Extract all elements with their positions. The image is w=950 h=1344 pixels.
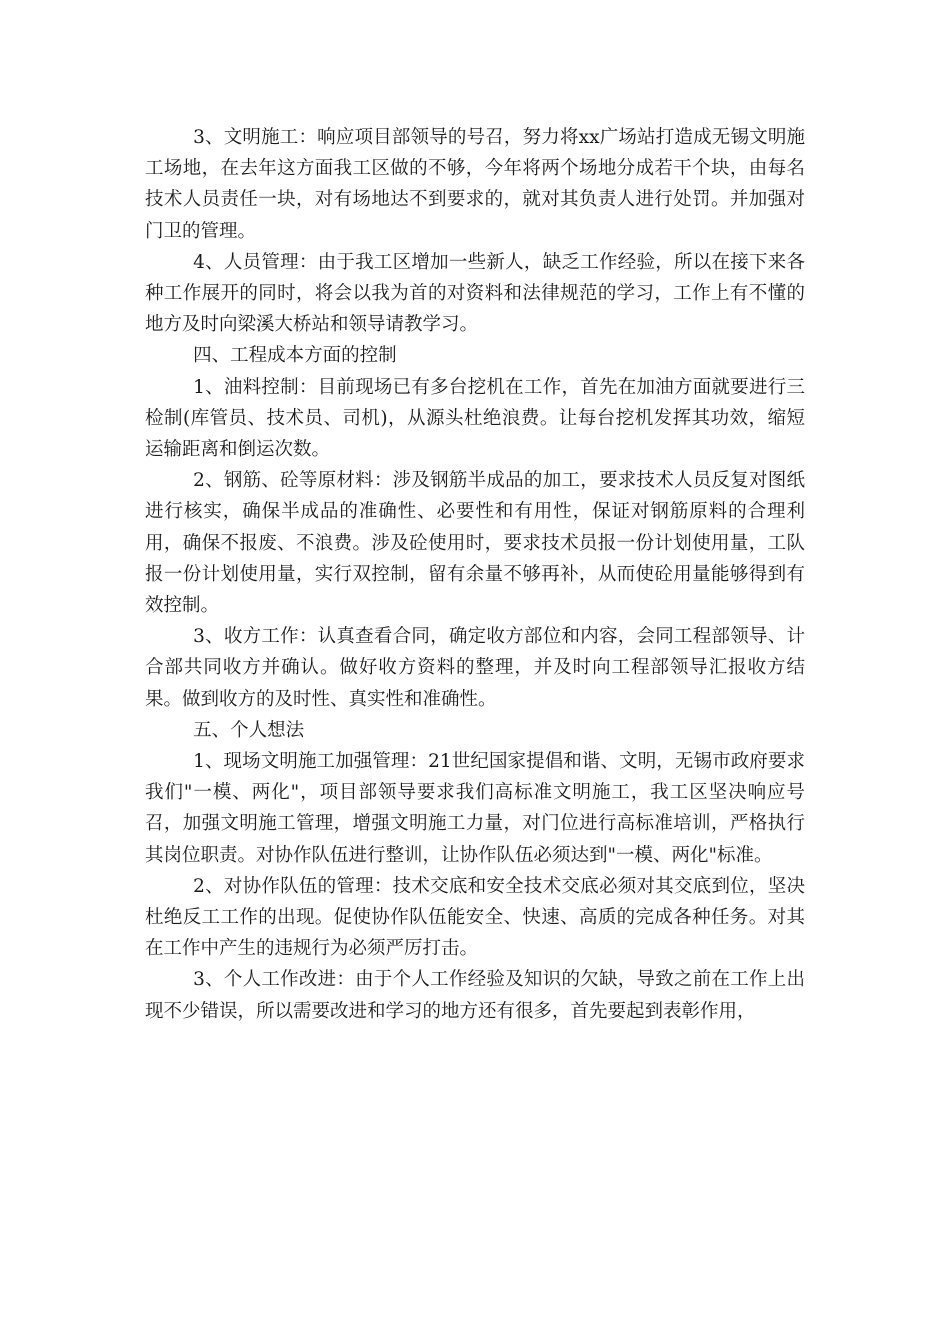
section-heading-personal-thoughts: 五、个人想法 (193, 719, 305, 741)
paragraph-quantity-survey: 3、收方工作：认真查看合同，确定收方部位和内容，会同工程部领导、计合部共同收方并确认。做好收方资料的整理，并及时向工程部领导汇报收方结果。做到收方的及时性、真实性和准确性。 (145, 626, 805, 710)
paragraph-raw-materials: 2、钢筋、砼等原材料：涉及钢筋半成品的加工，要求技术人员反复对图纸进行核实，确保半成品的准确性、必要性和有用性，保证对钢筋原料的合理利用，确保不报废、不浪费。涉及砼使用时，要求技术员报一份计划使用量，工队报一份计划使用量，实行双控制，留有余量不够再补，从而使砼用量能够得到有效控制。 (145, 470, 805, 617)
document-page (145, 122, 805, 1027)
paragraph-civilized-construction: 3、文明施工：响应项目部领导的号召，努力将xx广场站打造成无锡文明施工场地，在去年这方面我工区做的不够，今年将两个场地分成若干个块，由每名技术人员责任一块，对有场地达不到要求的，就对其负责人进行处罚。并加强对门卫的管理。 (145, 127, 805, 242)
section-heading-cost-control: 四、工程成本方面的控制 (193, 345, 397, 367)
paragraph-personal-improvement: 3、个人工作改进：由于个人工作经验及知识的欠缺，导致之前在工作上出现不少错误，所以需要改进和学习的地方还有很多，首先要起到表彰作用， (145, 969, 805, 1022)
paragraph-fuel-control: 1、油料控制：目前现场已有多台挖机在工作，首先在加油方面就要进行三检制(库管员、技术员、司机)，从源头杜绝浪费。让每台挖机发挥其功效，缩短运输距离和倒运次数。 (145, 376, 805, 461)
paragraph-site-management: 1、现场文明施工加强管理：21世纪国家提倡和谐、文明，无锡市政府要求我们"一模、两化"，项目部领导要求我们高标准文明施工，我工区坚决响应号召，加强文明施工管理，增强文明施工力量，对门位进行高标准培训，严格执行其岗位职责。对协作队伍进行整训，让协作队伍必须达到"一模、两化"标准。 (145, 751, 805, 866)
paragraph-personnel-management: 4、人员管理：由于我工区增加一些新人，缺乏工作经验，所以在接下来各种工作展开的同时，将会以我为首的对资料和法律规范的学习，工作上有不懂的地方及时向梁溪大桥站和领导请教学习。 (145, 251, 805, 336)
paragraph-team-management: 2、对协作队伍的管理：技术交底和安全技术交底必须对其交底到位，坚决杜绝反工工作的出现。促使协作队伍能安全、快速、高质的完成各种任务。对其在工作中产生的违规行为必须严厉打击。 (145, 875, 805, 960)
